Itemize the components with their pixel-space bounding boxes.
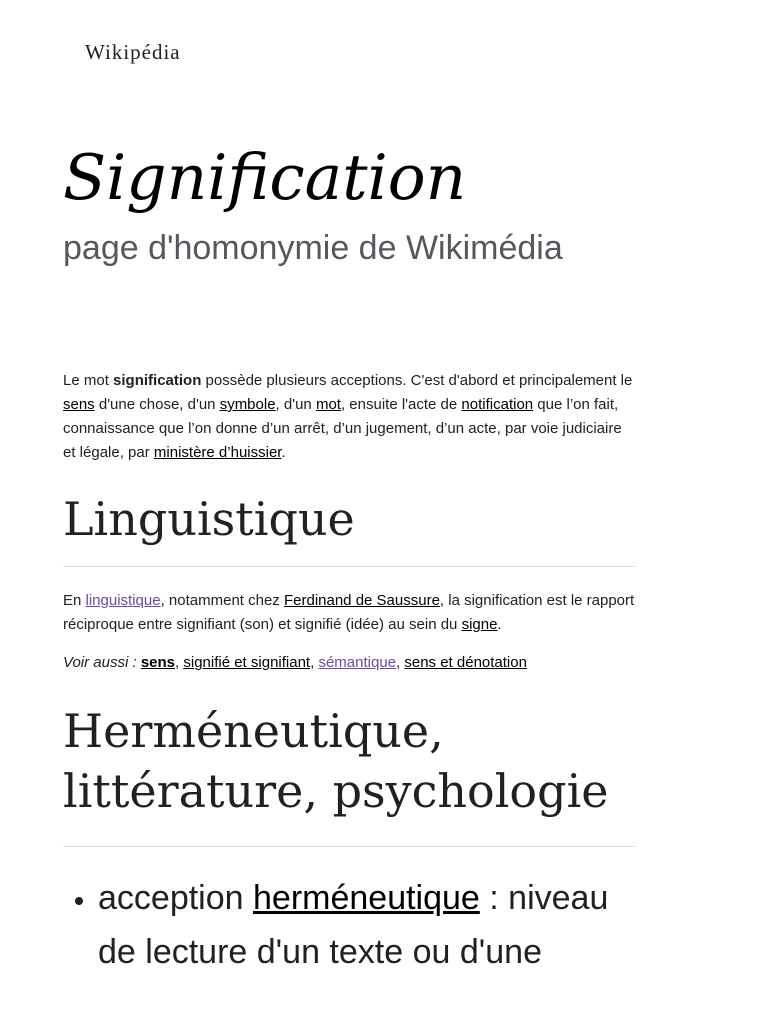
separator: , <box>175 654 184 671</box>
section-heading-linguistique: Linguistique <box>63 489 635 567</box>
text: que l’on fait, connaissance que l’on donne d’un arrêt, d’un jugement, d’un acte, par voie judiciaire et légale, par <box>63 396 622 461</box>
text: . <box>497 616 502 633</box>
separator: , <box>396 654 405 671</box>
link-signifie-signifiant[interactable]: signifié et signifiant <box>183 654 311 671</box>
link-hermeneutique[interactable]: herméneutique <box>253 879 480 917</box>
list-item <box>98 871 635 979</box>
section-heading-hermeneutique: Herméneutique, littérature, psychologie <box>63 701 635 847</box>
link-sens[interactable]: sens <box>63 396 95 413</box>
text: acception <box>98 879 253 917</box>
text: : niveau de lecture d'un texte ou d'une <box>98 879 609 971</box>
linguistique-paragraph <box>63 589 635 637</box>
text: possède plusieurs acceptions. C'est d'abord et principalement le <box>201 372 633 389</box>
page-title: Signification <box>63 141 467 214</box>
link-notification[interactable]: notification <box>461 396 534 413</box>
separator: , <box>310 654 319 671</box>
article-content <box>63 369 635 979</box>
text: . <box>281 444 286 461</box>
link-mot[interactable]: mot <box>315 396 341 413</box>
text: Le mot <box>63 372 114 389</box>
link-ferdinand-de-saussure[interactable]: Ferdinand de Saussure <box>283 592 440 609</box>
link-voir-sens-label: sens <box>140 654 176 671</box>
voir-aussi-label: Voir aussi : <box>63 654 141 671</box>
voir-aussi <box>63 651 635 675</box>
wikipedia-wordmark[interactable]: Wikipédia <box>85 40 181 64</box>
bold-term: signification <box>113 372 202 389</box>
link-signe[interactable]: signe <box>461 616 498 633</box>
link-sens-denotation[interactable]: sens et dénotation <box>404 654 527 671</box>
text: , ensuite l'acte de <box>340 396 462 413</box>
link-symbole[interactable]: symbole <box>219 396 276 413</box>
intro-paragraph <box>63 369 635 465</box>
text: , la signification est le rapport réciproque entre signifiant (son) et signifié (idée) au sein du <box>63 592 635 633</box>
text: d'une chose, d'un <box>94 396 220 413</box>
text: En <box>63 592 86 609</box>
text: , notamment chez <box>160 592 284 609</box>
link-linguistique[interactable]: linguistique <box>85 592 161 609</box>
text: , d'un <box>275 396 316 413</box>
page-subtitle: page d'homonymie de Wikimédia <box>63 229 563 267</box>
link-semantique[interactable]: sémantique <box>318 654 397 671</box>
link-ministere-huissier[interactable]: ministère d’huissier <box>153 444 282 461</box>
hermeneutique-list <box>63 871 635 979</box>
link-voir-sens[interactable] <box>141 654 175 671</box>
